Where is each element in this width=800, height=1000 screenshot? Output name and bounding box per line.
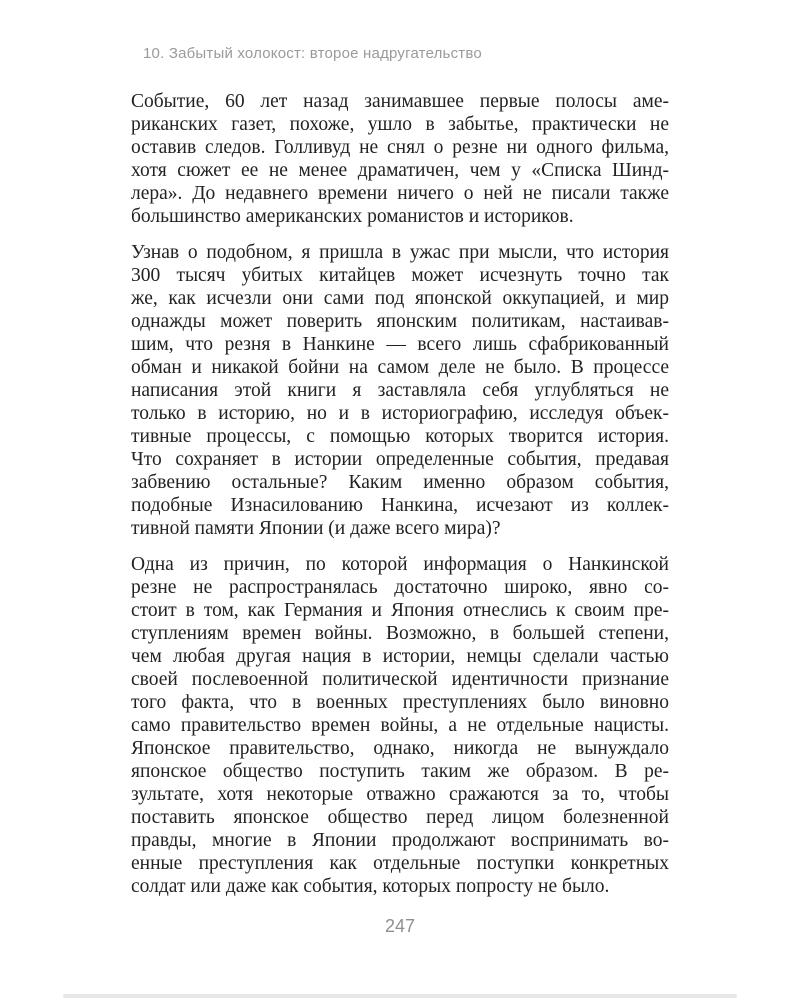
text-line: оставив следов. Голливуд не снял о резне ни одного фильма, <box>131 137 669 158</box>
text-line: ступлениям времен войны. Возможно, в большей степени, <box>131 623 669 644</box>
text-line: Узнав о подобном, я пришла в ужас при мысли, что история <box>131 242 669 263</box>
text-line: своей послевоенной политической идентичности признание <box>131 669 669 690</box>
text-line: Событие, 60 лет назад занимавшее первые полосы аме- <box>131 91 669 112</box>
text-line: шим, что резня в Нанкине — всего лишь сфабрикованный <box>131 334 669 355</box>
text-line: однажды может поверить японским политикам, настаивав- <box>131 311 669 332</box>
text-line: обман и никакой бойни на самом деле не было. В процессе <box>131 357 669 378</box>
paragraph <box>131 90 669 228</box>
paragraph <box>131 553 669 898</box>
page-text <box>131 90 669 898</box>
text-line: енные преступления как отдельные поступки конкретных <box>131 853 669 874</box>
page-number: 247 <box>384 916 416 936</box>
text-line: риканских газет, похоже, ушло в забытье, практически не <box>131 114 669 135</box>
text-line: только в историю, но и в историографию, исследуя объек- <box>131 403 669 424</box>
text-line: Что сохраняет в истории определенные события, предавая <box>131 449 669 470</box>
text-line: поставить японское общество перед лицом болезненной <box>131 807 669 828</box>
text-line: лера». До недавнего времени ничего о ней не писали также <box>131 183 669 204</box>
text-line: солдат или даже как события, которых попросту не было. <box>131 876 610 897</box>
text-line: хотя сюжет ее не менее драматичен, чем у «Списка Шинд- <box>131 160 669 181</box>
text-line: тивные процессы, с помощью которых творится история. <box>131 426 669 447</box>
text-line: резне не распространялась достаточно широко, явно со- <box>131 577 669 598</box>
text-line: тивной памяти Японии (и даже всего мира)? <box>131 518 501 539</box>
text-line: Одна из причин, по которой информация о Нанкинской <box>131 554 669 575</box>
text-line: японское общество поступить таким же образом. В ре- <box>131 761 669 782</box>
text-line: правды, многие в Японии продолжают воспринимать во- <box>131 830 669 851</box>
text-line: само правительство времен войны, а не отдельные нацисты. <box>131 715 669 736</box>
text-line: подобные Изнасилованию Нанкина, исчезают из коллек- <box>131 495 669 516</box>
text-line: Японское правительство, однако, никогда не вынуждало <box>131 738 669 759</box>
text-line: того факта, что в военных преступлениях было виновно <box>131 692 669 713</box>
text-line: написания этой книги я заставляла себя углубляться не <box>131 380 669 401</box>
text-line: зультате, хотя некоторые отважно сражаются за то, чтобы <box>131 784 669 805</box>
paragraph <box>131 241 669 540</box>
chapter-running-title: 10. Забытый холокост: второе надругательство <box>143 45 482 62</box>
reading-progress-bar[interactable] <box>63 994 737 998</box>
text-line: большинство американских романистов и историков. <box>131 206 574 227</box>
text-line: 300 тысяч убитых китайцев может исчезнуть точно так <box>131 265 669 286</box>
text-line: стоит в том, как Германия и Япония отнеслись к своим пре- <box>131 600 669 621</box>
text-line: же, как исчезли они сами под японской оккупацией, и мир <box>131 288 669 309</box>
text-line: чем любая другая нация в истории, немцы сделали частью <box>131 646 669 667</box>
text-line: забвению остальные? Каким именно образом события, <box>131 472 669 493</box>
